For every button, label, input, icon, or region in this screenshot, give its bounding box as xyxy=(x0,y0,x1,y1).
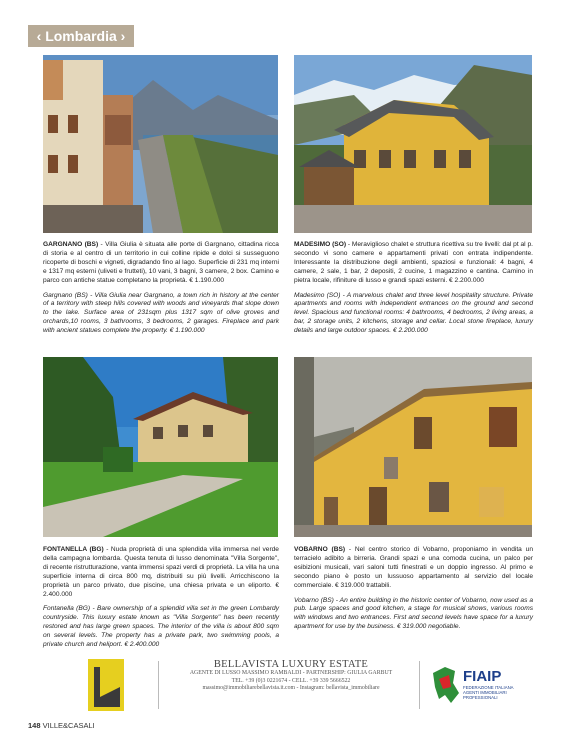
fiaip-name: FIAIP xyxy=(463,668,502,685)
listing-description-it: - Nel centro storico di Vobarno, proponiamo in vendita un terracielo adibito a birreria. Grandi spazi e una comoda cucina, un palco per esibizioni musicali, vari saloni tutti finestrati e un doppio ingresso. Al primo e secondo piano è posto un lussuoso appartamento al servizio del locale commerciale. € 319.000 trattabili. xyxy=(294,546,533,589)
listing-description-en: Madesimo (SO) - A marvelous chalet and three level hospitality structure. Private apartments and rooms with independent entrances on the ground and second level. Spacious and functional rooms: 4 bathrooms, 4 bedrooms, 2 living areas, a bar, 2 storage units, 2 kitchens, storage and cellar. Local stone fireplace, luxury details and large outdoor spaces. € 2.200.000 xyxy=(294,291,533,335)
agency-name: BELLAVISTA LUXURY ESTATE xyxy=(213,659,369,670)
listing-madesimo xyxy=(294,241,533,336)
listing-description-it: - Nuda proprietà di una splendida villa immersa nel verde della campagna lombarda. Questa tenuta di lusso denominata "Villa Sorgente", di recente ristrutturazione, vanta immensi spazi verdi di proprietà. La villa ha una superficie interna di circa 800 mq, distribuiti su più livelli. Arricchiscono la proprietà un parco privato, due piscine, una chiesa privata e un eliporto. € 2.400.000 xyxy=(43,546,279,598)
listing-fontanella xyxy=(43,546,279,650)
footer-divider xyxy=(419,661,420,709)
listing-description-en: Fontanella (BG) - Bare ownership of a splendid villa set in the green Lombardy countryside. This luxury estate known as "Villa Sorgente" has been recently restored and has large green spaces. The interior of the villa is about 800 sqm on several levels. The property has a private park, two swimming pools, a private church and heliport. € 2.400.000 xyxy=(43,605,279,649)
agency-phone: TEL. +39 (0)3 0221674 - CELL. +39 339 5666522 xyxy=(231,677,351,684)
listing-title: VOBARNO (BS) xyxy=(294,546,346,553)
agency-agent: AGENTE DI LUSSO MASSIMO RAMBALDI - PARTNERSHIP: GIULIA GARBUT xyxy=(189,670,393,676)
madesimo-photo xyxy=(294,55,532,233)
bellavista-logo xyxy=(86,657,126,713)
listing-description-en: Vobarno (BS) - An entire building in the historic center of Vobarno, now used as a pub. Large spaces and good kitchen, a stage for musical shows, various rooms with windows and two entrances. First and second levels have space for a luxury apartment for use by the business. € 319.000 negotiable. xyxy=(294,596,533,631)
agency-contacts: massimo@immobiliarebellavista.it.com - Instagram: bellavista_immobiliare xyxy=(202,685,380,691)
listing-title: MADESIMO (SO) xyxy=(294,241,347,248)
fiaip-sub3: PROFESSIONALI xyxy=(463,695,498,700)
fontanella-photo xyxy=(43,357,278,537)
gargnano-photo xyxy=(43,55,278,233)
listing-gargnano xyxy=(43,241,279,336)
fiaip-logo xyxy=(431,659,541,709)
page-footer xyxy=(28,721,95,730)
listing-description-it: - Meraviglioso chalet e struttura ricettiva su tre livelli: dal pt al p. secondo vi sono camere e appartamenti privati con entrata indipendente. Interessante la distribuzione degli ambienti, spaziosi e funzionali: 4 bagni, 4 camere, 2 sale, 1 bar, 2 depositi, 2 cucine, 1 magazzino e cantina. Camino in pietra locale, rifiniture di lusso e grandi spazi esterni. € 2.200.000 xyxy=(294,241,533,284)
listing-description-it: - Villa Giulia è situata alle porte di Gargnano, cittadina ricca di storia e al centro di un territorio in cui colline ripide e dolci si susseguono ricoperte di boschi e vigneti, digradando fino al lago. Superficie di 231 mq interni e 1317 mq esterni (uliveti e frutteti), 10 vani, 3 bagni, 3 camere, 2 box. Camino e parco con antiche statue completano la proprietà. € 1.190.000 xyxy=(43,241,279,284)
fiaip-sub2: AGENTI IMMOBILIARI xyxy=(463,690,507,695)
fiaip-sub1: FEDERAZIONE ITALIANA xyxy=(463,685,514,690)
section-tab: ‹ Lombardia › xyxy=(28,25,134,47)
magazine-name: VILLE&CASALI xyxy=(42,721,95,730)
listing-description-en: Gargnano (BS) - Villa Giulia near Gargnano, a town rich in history at the center of a territory with steep hills covered with woods and vineyards that slope down to the lake. Surface area of 231sqm plus 1317 sqm of olive groves and orchards,10 rooms, 3 bathrooms, 3 bedrooms, 2 garages. Fireplace and park with ancient statues complete the property. € 1.190.000 xyxy=(43,291,279,335)
footer-divider xyxy=(158,661,159,709)
vobarno-photo xyxy=(294,357,532,537)
listing-title: FONTANELLA (BG) xyxy=(43,546,104,553)
listing-vobarno xyxy=(294,546,533,632)
agency-info xyxy=(166,659,416,693)
page-number: 148 xyxy=(28,721,41,730)
agency-footer xyxy=(86,657,546,713)
listing-title: GARGNANO (BS) xyxy=(43,241,99,248)
